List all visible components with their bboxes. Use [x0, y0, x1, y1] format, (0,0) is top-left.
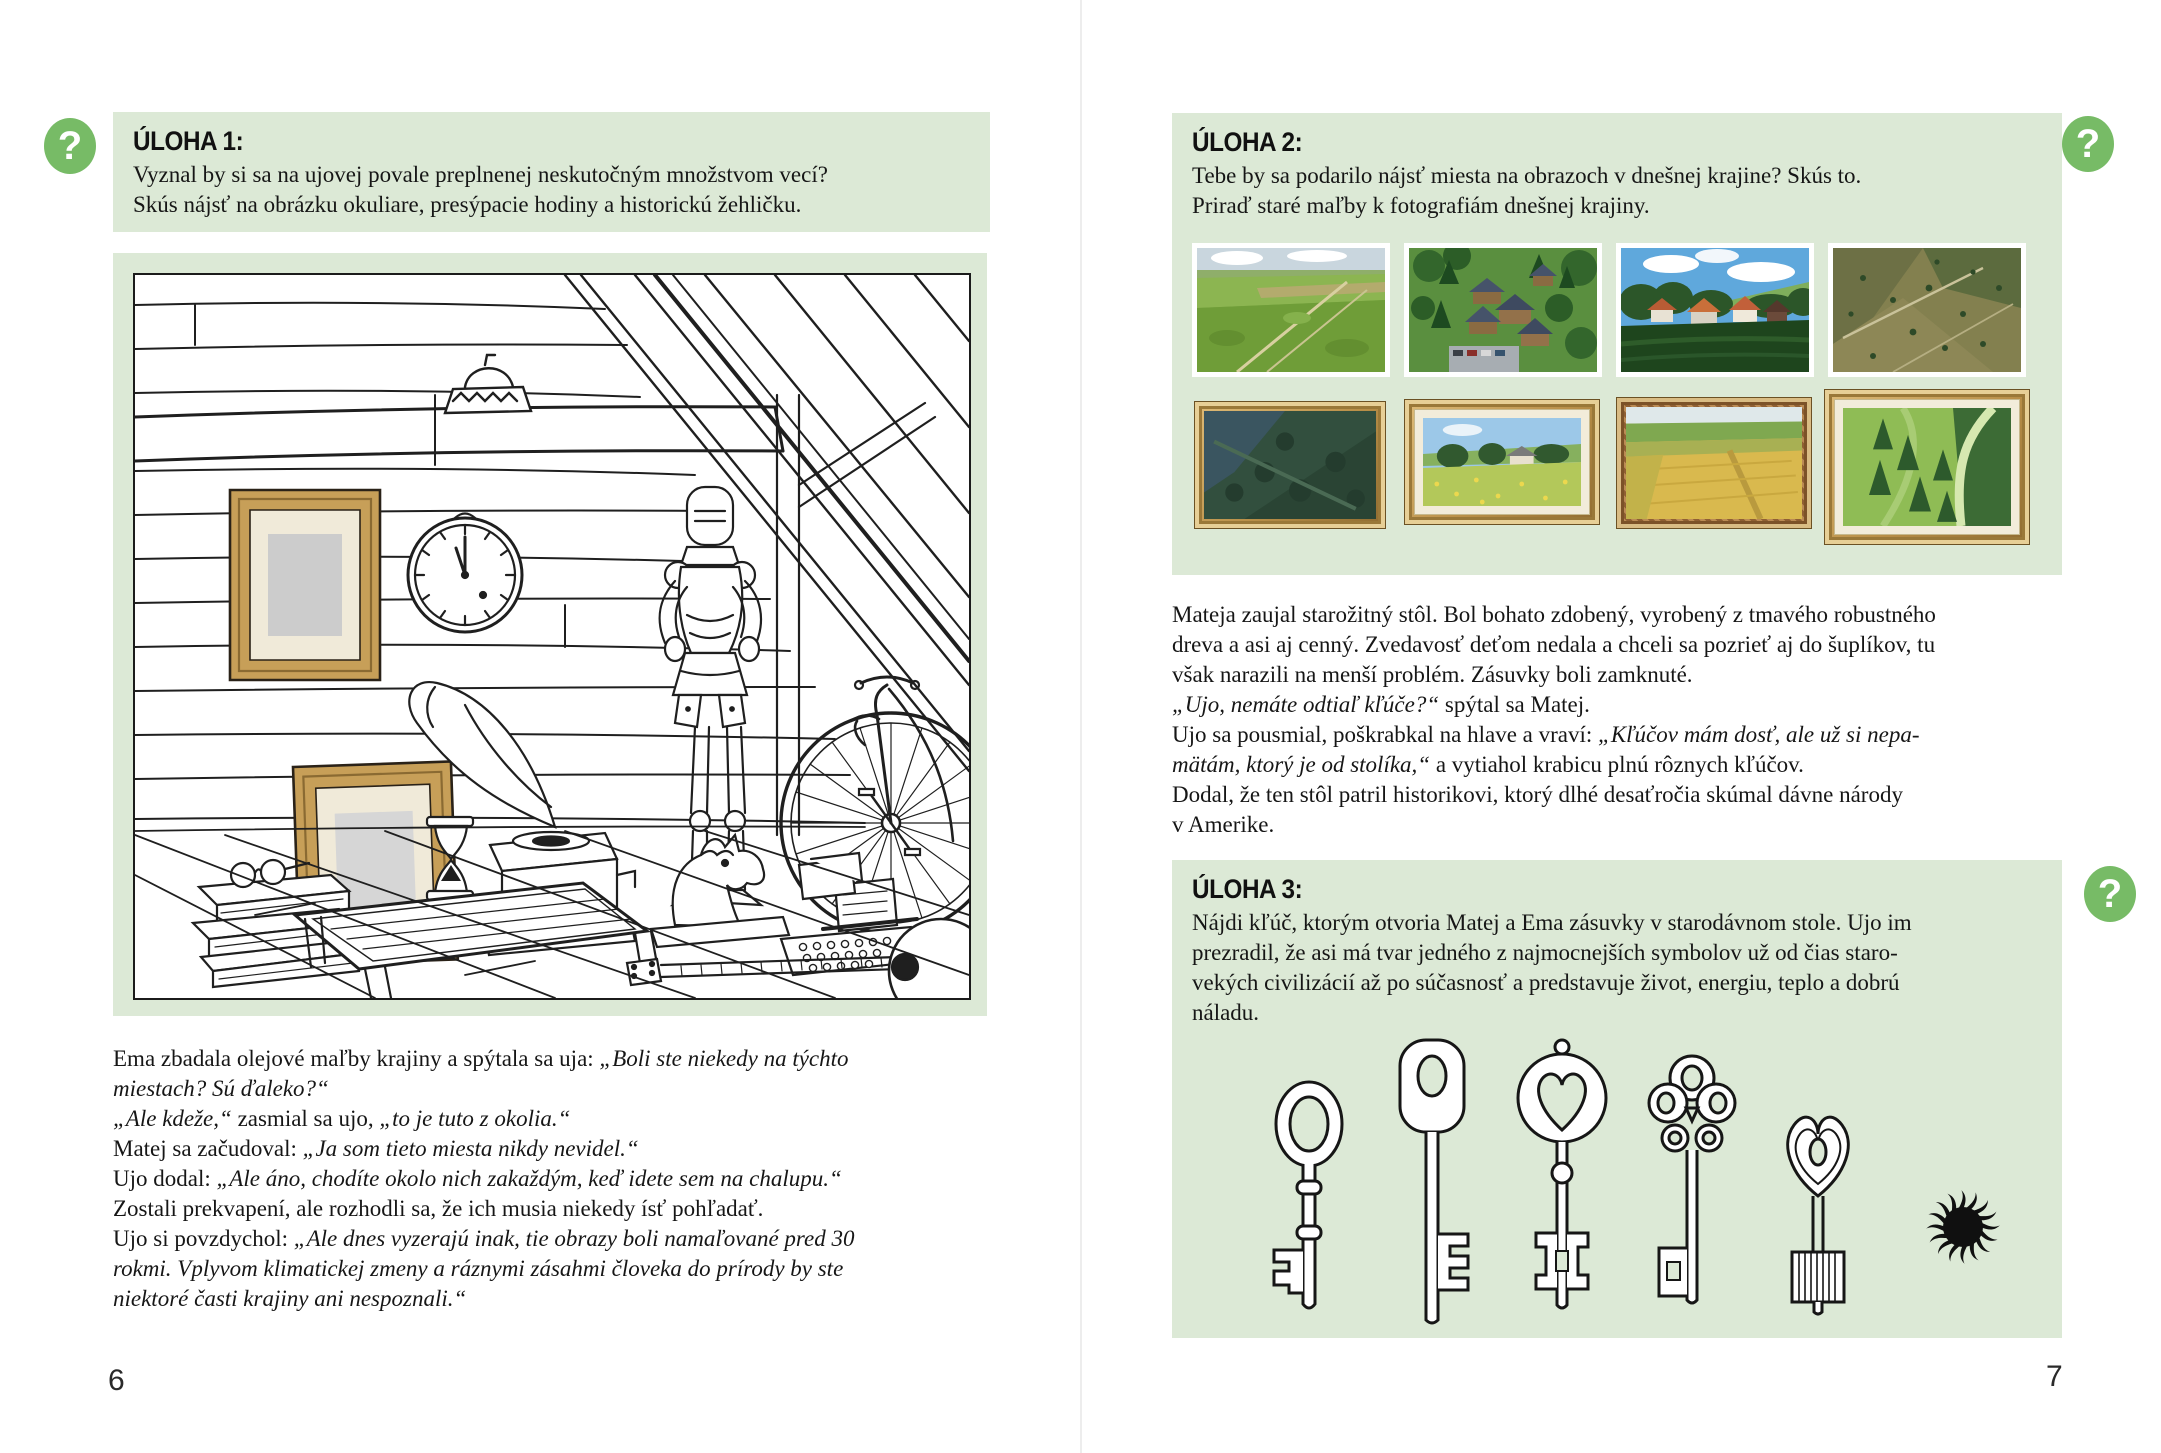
page-number-right: 7 [2046, 1360, 2063, 1393]
village-photo [1616, 243, 1814, 377]
paddle-bow-key [1384, 1036, 1480, 1328]
question-mark-icon: ? [44, 118, 96, 174]
task-1-text: Vyznal by si sa na ujovej povale preplnenej neskutočným množstvom vecí? Skús nájsť na obrázku okuliare, presýpacie hodiny a historickú žehličku. [133, 162, 828, 217]
framed-picture [230, 490, 380, 680]
golden-field-painting [1616, 397, 1812, 529]
right-story-paragraph: Mateja zaujal starožitný stôl. Bol bohato zdobený, vyrobený z tmavého robustného dreva a asi aj cenný. Zvedavosť deťom nedala a chceli sa pozrieť aj do šuplíkov, tu však narazili na menší problém. Zásuvky boli zamknuté. „Ujo, nemáte odtiaľ kľúče?“ spýtal sa Matej. Ujo sa pousmial, poškrabkal na hlave a vraví: „Kľúčov mám dosť, ale už si nepa- mätám, ktorý je od stolíka,“ a vytiahol krabicu plnú rôznych kľúčov. Dodal, že ten stôl patril historikovi, ktorý dlhé desaťročia skúmal dávne národy v Amerike. [1172, 602, 1936, 837]
task-1-heading: ÚLOHA 1: [133, 126, 244, 156]
dark-forest-painting [1194, 401, 1386, 529]
left-story-paragraph: Ema zbadala olejové maľby krajiny a spýtala sa uja: „Boli ste niekedy na týchto miestach? Sú ďaleko?“ „Ale kdeže,“ zasmial sa ujo, „to je tuto z okolia.“ Matej sa začudoval: „Ja som tieto miesta nikdy nevidel.“ Ujo dodal: „Ale áno, chodíte okolo nich zakaždým, keď idete sem na chalupu.“ Zostali prekvapení, ale rozhodli sa, že ich musia niekedy ísť pohľadať. Ujo si povzdychol: „Ale dnes vyzerajú inak, tie obrazy boli namaľované pred 30 rokmi. Vplyvom klimatickej zmeny a ráznymi zásahmi človeka do prírody by ste niektoré časti krajiny ani nespoznali.“ [113, 1046, 855, 1311]
flower-meadow-cottage-painting [1404, 399, 1600, 525]
sun-icon [1923, 1190, 2003, 1264]
ceiling-beam [135, 407, 783, 461]
mountain-resort-photo [1404, 243, 1602, 377]
iron-icon [445, 355, 531, 413]
heart-cutout-key [1514, 1037, 1610, 1317]
page-number-left: 6 [108, 1364, 125, 1397]
task-3-text: Nájdi kľúč, ktorým otvoria Matej a Ema zásuvky v starodávnom stole. Ujo im prezradil, že asi má tvar jedného z najmocnejších symbolov už od čias staro- vekých civilizácií až po súčasnosť a predstavuje život, energiu, teplo a dobrú náladu. [1192, 910, 1912, 1025]
wall-clock-icon [408, 514, 522, 633]
question-mark-icon: ? [2062, 116, 2114, 172]
papers [799, 853, 862, 899]
attic-illustration-panel [113, 253, 987, 1016]
task-3-heading: ÚLOHA 3: [1192, 874, 1303, 904]
aerial-meadow-photo [1192, 243, 1390, 377]
forest-road-painting [1824, 389, 2030, 545]
task-3-block [1172, 860, 2062, 1338]
page-gutter [1080, 0, 1082, 1453]
question-mark-icon: ? [2084, 866, 2136, 922]
oval-bow-key [1256, 1078, 1362, 1318]
task-2-block [1172, 113, 2062, 575]
task-2-heading: ÚLOHA 2: [1192, 127, 1303, 157]
task-2-text: Tebe by sa podarilo nájsť miesta na obrazoch v dnešnej krajine? Skús to. Priraď staré maľby k fotografiám dnešnej krajiny. [1192, 163, 1862, 218]
hillside-slope-photo [1828, 243, 2026, 377]
clover-bow-key [1639, 1048, 1745, 1317]
task-1-block [113, 112, 990, 232]
heart-bow-key [1778, 1100, 1858, 1318]
roof-planks [565, 275, 969, 771]
attic-illustration [133, 273, 971, 1000]
